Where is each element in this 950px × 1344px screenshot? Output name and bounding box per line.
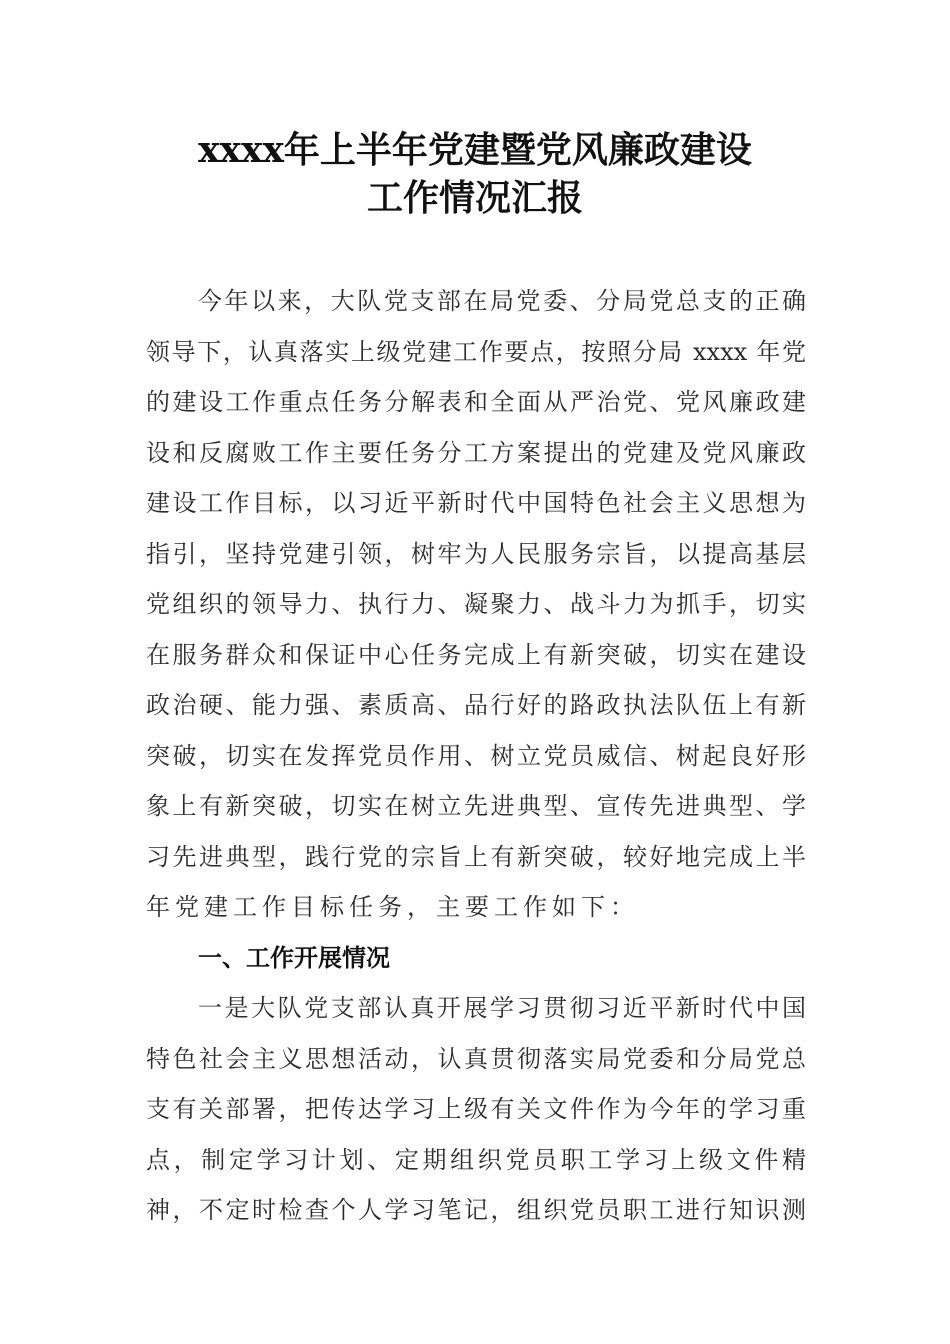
paragraph-line: 领导下，认真落实上级党建工作要点，按照分局 xxxx 年党 [146, 337, 806, 366]
paragraph-line: 点，制定学习计划、定期组织党员职工学习上级文件精 [146, 1145, 806, 1174]
paragraph-line: 建设工作目标，以习近平新时代中国特色社会主义思想为 [146, 489, 806, 517]
paragraph-line: 今年以来，大队党支部在局党委、分局党总支的正确 [198, 287, 806, 315]
paragraph-line: 的建设工作重点任务分解表和全面从严治党、党风廉政建 [146, 388, 806, 416]
document-title-line-2: 工作情况汇报 [366, 177, 583, 219]
paragraph-line: 一是大队党支部认真开展学习贯彻习近平新时代中国 [198, 994, 806, 1022]
paragraph-line: 设和反腐败工作主要任务分工方案提出的党建及党风廉政 [146, 438, 806, 467]
paragraph-work-progress [146, 983, 806, 1236]
paragraph-line: 习先进典型，践行党的宗旨上有新突破，较好地完成上半 [146, 842, 806, 871]
paragraph-line: 神，不定时检查个人学习笔记，组织党员职工进行知识测 [146, 1196, 806, 1224]
paragraph-line: 支有关部署，把传达学习上级有关文件作为今年的学习重 [146, 1095, 806, 1123]
paragraph-line: 党组织的领导力、执行力、凝聚力、战斗力为抓手，切实 [146, 590, 806, 618]
document-body [146, 276, 806, 1236]
paragraph-line: 突破，切实在发挥党员作用、树立党员威信、树起良好形 [146, 741, 806, 770]
paragraph-line: 政治硬、能力强、素质高、品行好的路政执法队伍上有新 [146, 691, 806, 719]
paragraph-line: 指引，坚持党建引领，树牢为人民服务宗旨，以提高基层 [146, 539, 806, 568]
paragraph-line: 在服务群众和保证中心任务完成上有新突破，切实在建设 [146, 640, 806, 669]
paragraph-line: 年党建工作目标任务，主要工作如下： [146, 893, 639, 921]
section-heading: 一、工作开展情况 [198, 943, 390, 972]
document-title-line-1: xxxx年上半年党建暨党风廉政建设 [198, 129, 752, 171]
paragraph-line: 象上有新突破，切实在树立先进典型、宣传先进典型、学 [146, 792, 806, 820]
paragraph-line: 特色社会主义思想活动，认真贯彻落实局党委和分局党总 [146, 1044, 806, 1073]
paragraph-intro [146, 276, 806, 933]
